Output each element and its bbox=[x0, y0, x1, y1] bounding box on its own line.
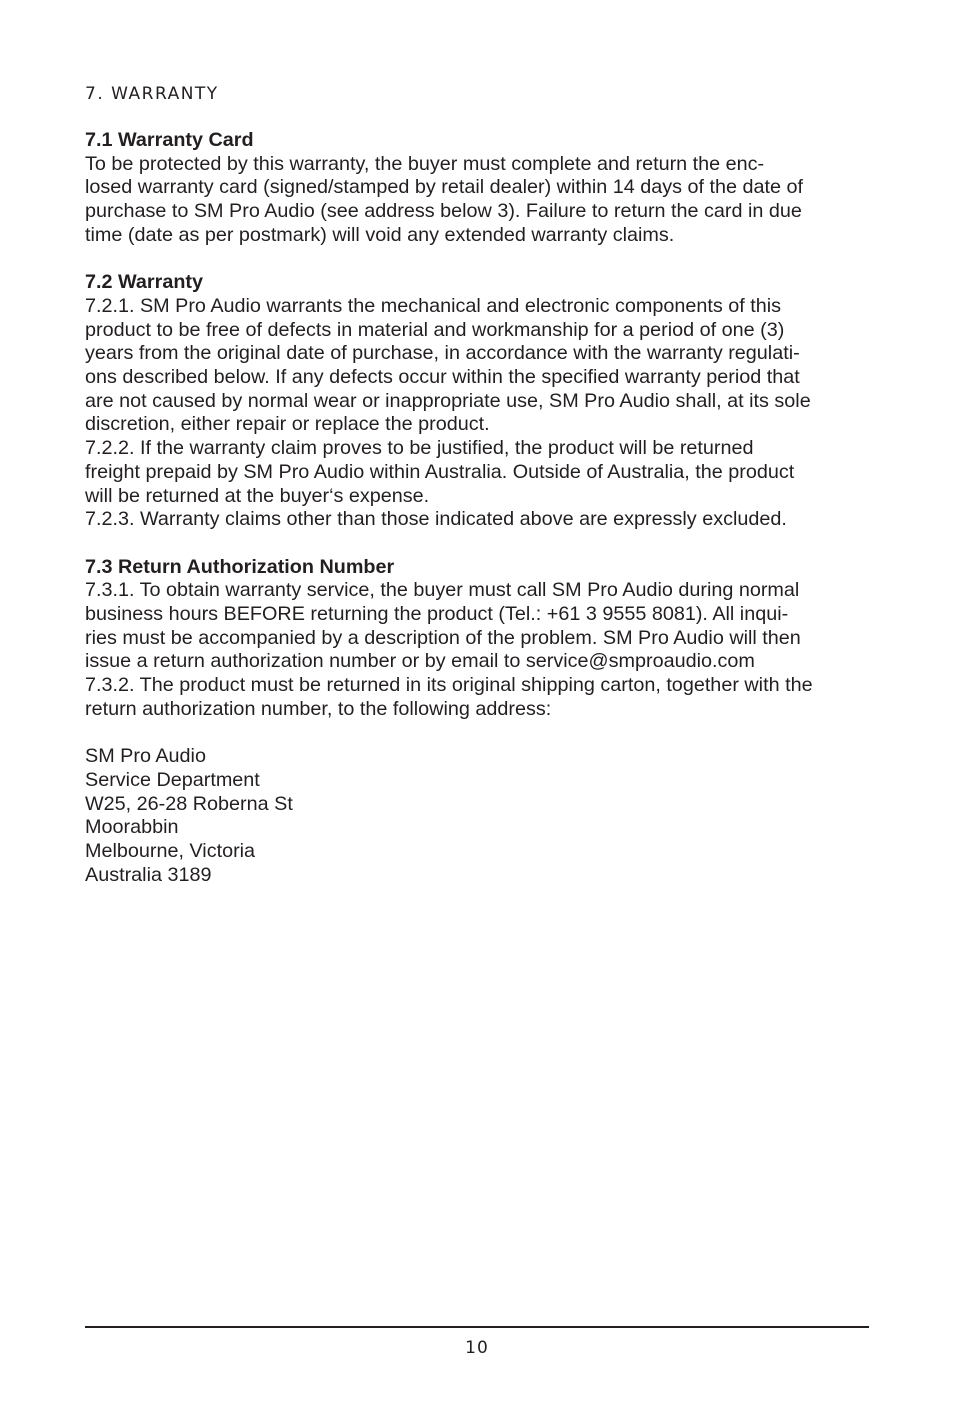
address-line: Australia 3189 bbox=[85, 863, 212, 886]
section-paragraph: 7.2.2. If the warranty claim proves to be justified, the product will be returned freight prepaid by SM Pro Audio within Australia. Outside of Australia, the product will be returned at the buyer‘s expense. bbox=[85, 437, 795, 507]
footer-divider bbox=[85, 1326, 869, 1328]
section-paragraph: 7.2.3. Warranty claims other than those indicated above are expressly excluded. bbox=[85, 508, 787, 531]
section-heading: 7.2 Warranty bbox=[85, 271, 204, 294]
address-line: Moorabbin bbox=[85, 816, 179, 839]
address-line: SM Pro Audio bbox=[85, 745, 206, 768]
section-paragraph: 7.2.1. SM Pro Audio warrants the mechanical and electronic components of this product to be free of defects in material and workmanship for a period of one (3) years from the original date of purchase, in accordance with the warranty regulati- ons described below. If any defects occur within the specified warranty period that are not caused by normal wear or inappropriate use, SM Pro Audio shall, at its sole discretion, either repair or replace the product. bbox=[85, 294, 811, 436]
section-paragraph: 7.3.2. The product must be returned in its original shipping carton, together with the return authorization number, to the following address: bbox=[85, 674, 813, 720]
section-return-authorization bbox=[85, 556, 869, 722]
section-warranty-card bbox=[85, 129, 869, 248]
chapter-title: 7. WARRANTY bbox=[85, 84, 219, 104]
service-address bbox=[85, 745, 869, 887]
page-number: 10 bbox=[465, 1338, 489, 1358]
address-line: W25, 26-28 Roberna St bbox=[85, 792, 293, 815]
address-line: Service Department bbox=[85, 768, 260, 791]
section-warranty bbox=[85, 271, 869, 532]
section-heading: 7.1 Warranty Card bbox=[85, 129, 254, 151]
address-line: Melbourne, Victoria bbox=[85, 840, 256, 863]
section-heading: 7.3 Return Authorization Number bbox=[85, 555, 395, 578]
section-paragraph: 7.3.1. To obtain warranty service, the buyer must call SM Pro Audio during normal business hours BEFORE returning the product (Tel.: +61 3 9555 8081). All inqui- ries must be accompanied by a description of the problem. SM Pro Audio will then issue a return authorization number or by email to service@smproaudio.com bbox=[85, 579, 801, 673]
section-paragraph: To be protected by this warranty, the buyer must complete and return the enc- losed warranty card (signed/stamped by retail dealer) within 14 days of the date of purchase to SM Pro Audio (see address below 3). Failure to return the card in due time (date as per postmark) will void any extended warranty claims. bbox=[85, 152, 804, 246]
page-content bbox=[85, 129, 869, 887]
